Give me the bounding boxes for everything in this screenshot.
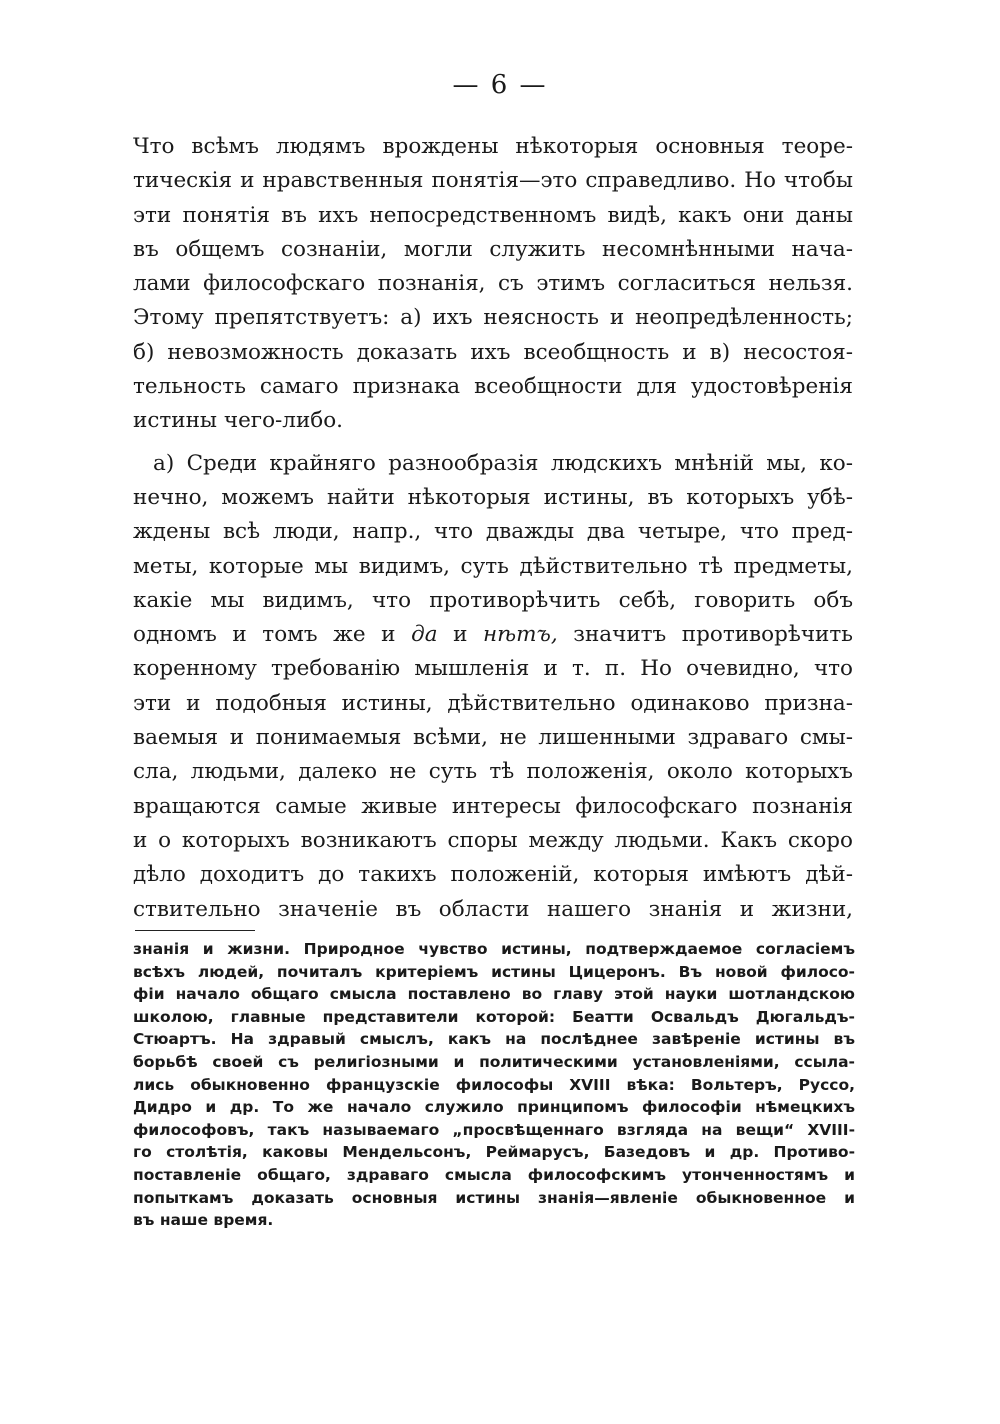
italic-word: да <box>411 622 438 648</box>
text-line: ваемыя и понимаемыя всѣми, не лишенными здраваго смы- <box>133 725 853 751</box>
footnote-line: го столѣтія, каковы Мендельсонъ, Реймарусъ, Базедовъ и др. Противо- <box>133 1143 855 1162</box>
footnote-line: борьбѣ своей съ религіозными и политическими установленіями, ссыла- <box>133 1052 855 1071</box>
footnote-line: Стюартъ. На здравый смыслъ, какъ на послѣднее завѣреніе истины въ <box>133 1030 855 1049</box>
text-line: эти и подобныя истины, дѣйствительно одинаково призна- <box>133 690 853 716</box>
footnote-divider <box>135 930 255 931</box>
text-line: тельность самаго признака всеобщности для удостовѣренія <box>133 374 853 400</box>
footnote-line: философовъ, такъ называемаго „просвѣщеннаго взгляда на вещи“ XVIII- <box>133 1120 855 1139</box>
text-line: и о которыхъ возникаютъ споры между людьми. Какъ скоро <box>133 827 853 853</box>
italic-word: нѣтъ, <box>482 622 558 648</box>
text-line <box>133 618 853 652</box>
text-line: лами философскаго познанія, съ этимъ согласиться нельзя. <box>133 271 853 297</box>
text-line: ждены всѣ люди, напр., что дважды два четыре, что пред- <box>133 519 853 545</box>
footnote-line: попыткамъ доказать основныя истины знанія—явленіе обыкновенное и <box>133 1188 855 1207</box>
text-line: нечно, можемъ найти нѣкоторыя истины, въ которыхъ убѣ- <box>133 484 853 510</box>
text-segment: одномъ и томъ же и <box>133 622 396 648</box>
main-text <box>133 130 853 927</box>
footnote-line: Дидро и др. То же начало служило принципомъ философіи нѣмецкихъ <box>133 1098 855 1117</box>
text-line: въ общемъ сознаніи, могли служить несомнѣнными нача- <box>133 236 853 262</box>
text-line: вращаются самые живые интересы философскаго познанія <box>133 793 853 819</box>
text-segment: значитъ противорѣчить <box>573 622 853 648</box>
page-number: — 6 — <box>452 70 548 100</box>
text-line: тическія и нравственныя понятія—это справедливо. Но чтобы <box>133 168 853 194</box>
text-line: эти понятія въ ихъ непосредственномъ видѣ, какъ они даны <box>133 202 853 228</box>
text-line: б) невозможность доказать ихъ всеобщность и в) несостоя- <box>133 339 853 365</box>
footnote-line: школою, главные представители которой: Беатти Освальдъ Дюгальдъ- <box>133 1007 855 1026</box>
paragraph-1 <box>133 130 853 439</box>
footnote-line: поставленіе общаго, здраваго смысла философскимъ утонченностямъ и <box>133 1165 855 1184</box>
footnote-line: всѣхъ людей, почиталъ критеріемъ истины Цицеронъ. Въ новой филосо- <box>133 962 855 981</box>
text-line: сла, людьми, далеко не суть тѣ положенія, около которыхъ <box>133 759 853 785</box>
footnote-line: знанія и жизни. Природное чувство истины, подтверждаемое согласіемъ <box>133 940 855 958</box>
footnote-line: въ наше время. <box>133 1211 274 1230</box>
footnote-line: лись обыкновенно французскіе философы XVIII вѣка: Вольтеръ, Руссо, <box>133 1075 855 1094</box>
text-line: истины чего-либо. <box>133 408 343 434</box>
text-line: какіе мы видимъ, что противорѣчить себѣ, говорить объ <box>133 587 853 613</box>
text-line: коренному требованію мышленія и т. п. Но очевидно, что <box>133 656 853 682</box>
text-line: Что всѣмъ людямъ врождены нѣкоторыя основныя теоре- <box>133 134 853 159</box>
text-segment: и <box>453 622 468 648</box>
text-line: дѣло доходитъ до такихъ положеній, которыя имѣютъ дѣй- <box>133 862 853 888</box>
footnote <box>133 938 855 1232</box>
text-line: Этому препятствуетъ: а) ихъ неясность и неопредѣленность; <box>133 305 853 331</box>
footnote-line: фіи начало общаго смысла поставлено во главу этой науки шотландскою <box>133 985 855 1004</box>
text-line: а) Среди крайняго разнообразія людскихъ мнѣній мы, ко- <box>153 450 853 476</box>
text-line: меты, которые мы видимъ, суть дѣйствительно тѣ предметы, <box>133 553 853 579</box>
text-line: ствительно значеніе въ области нашего знанія и жизни, <box>133 896 853 922</box>
paragraph-2 <box>133 447 853 927</box>
